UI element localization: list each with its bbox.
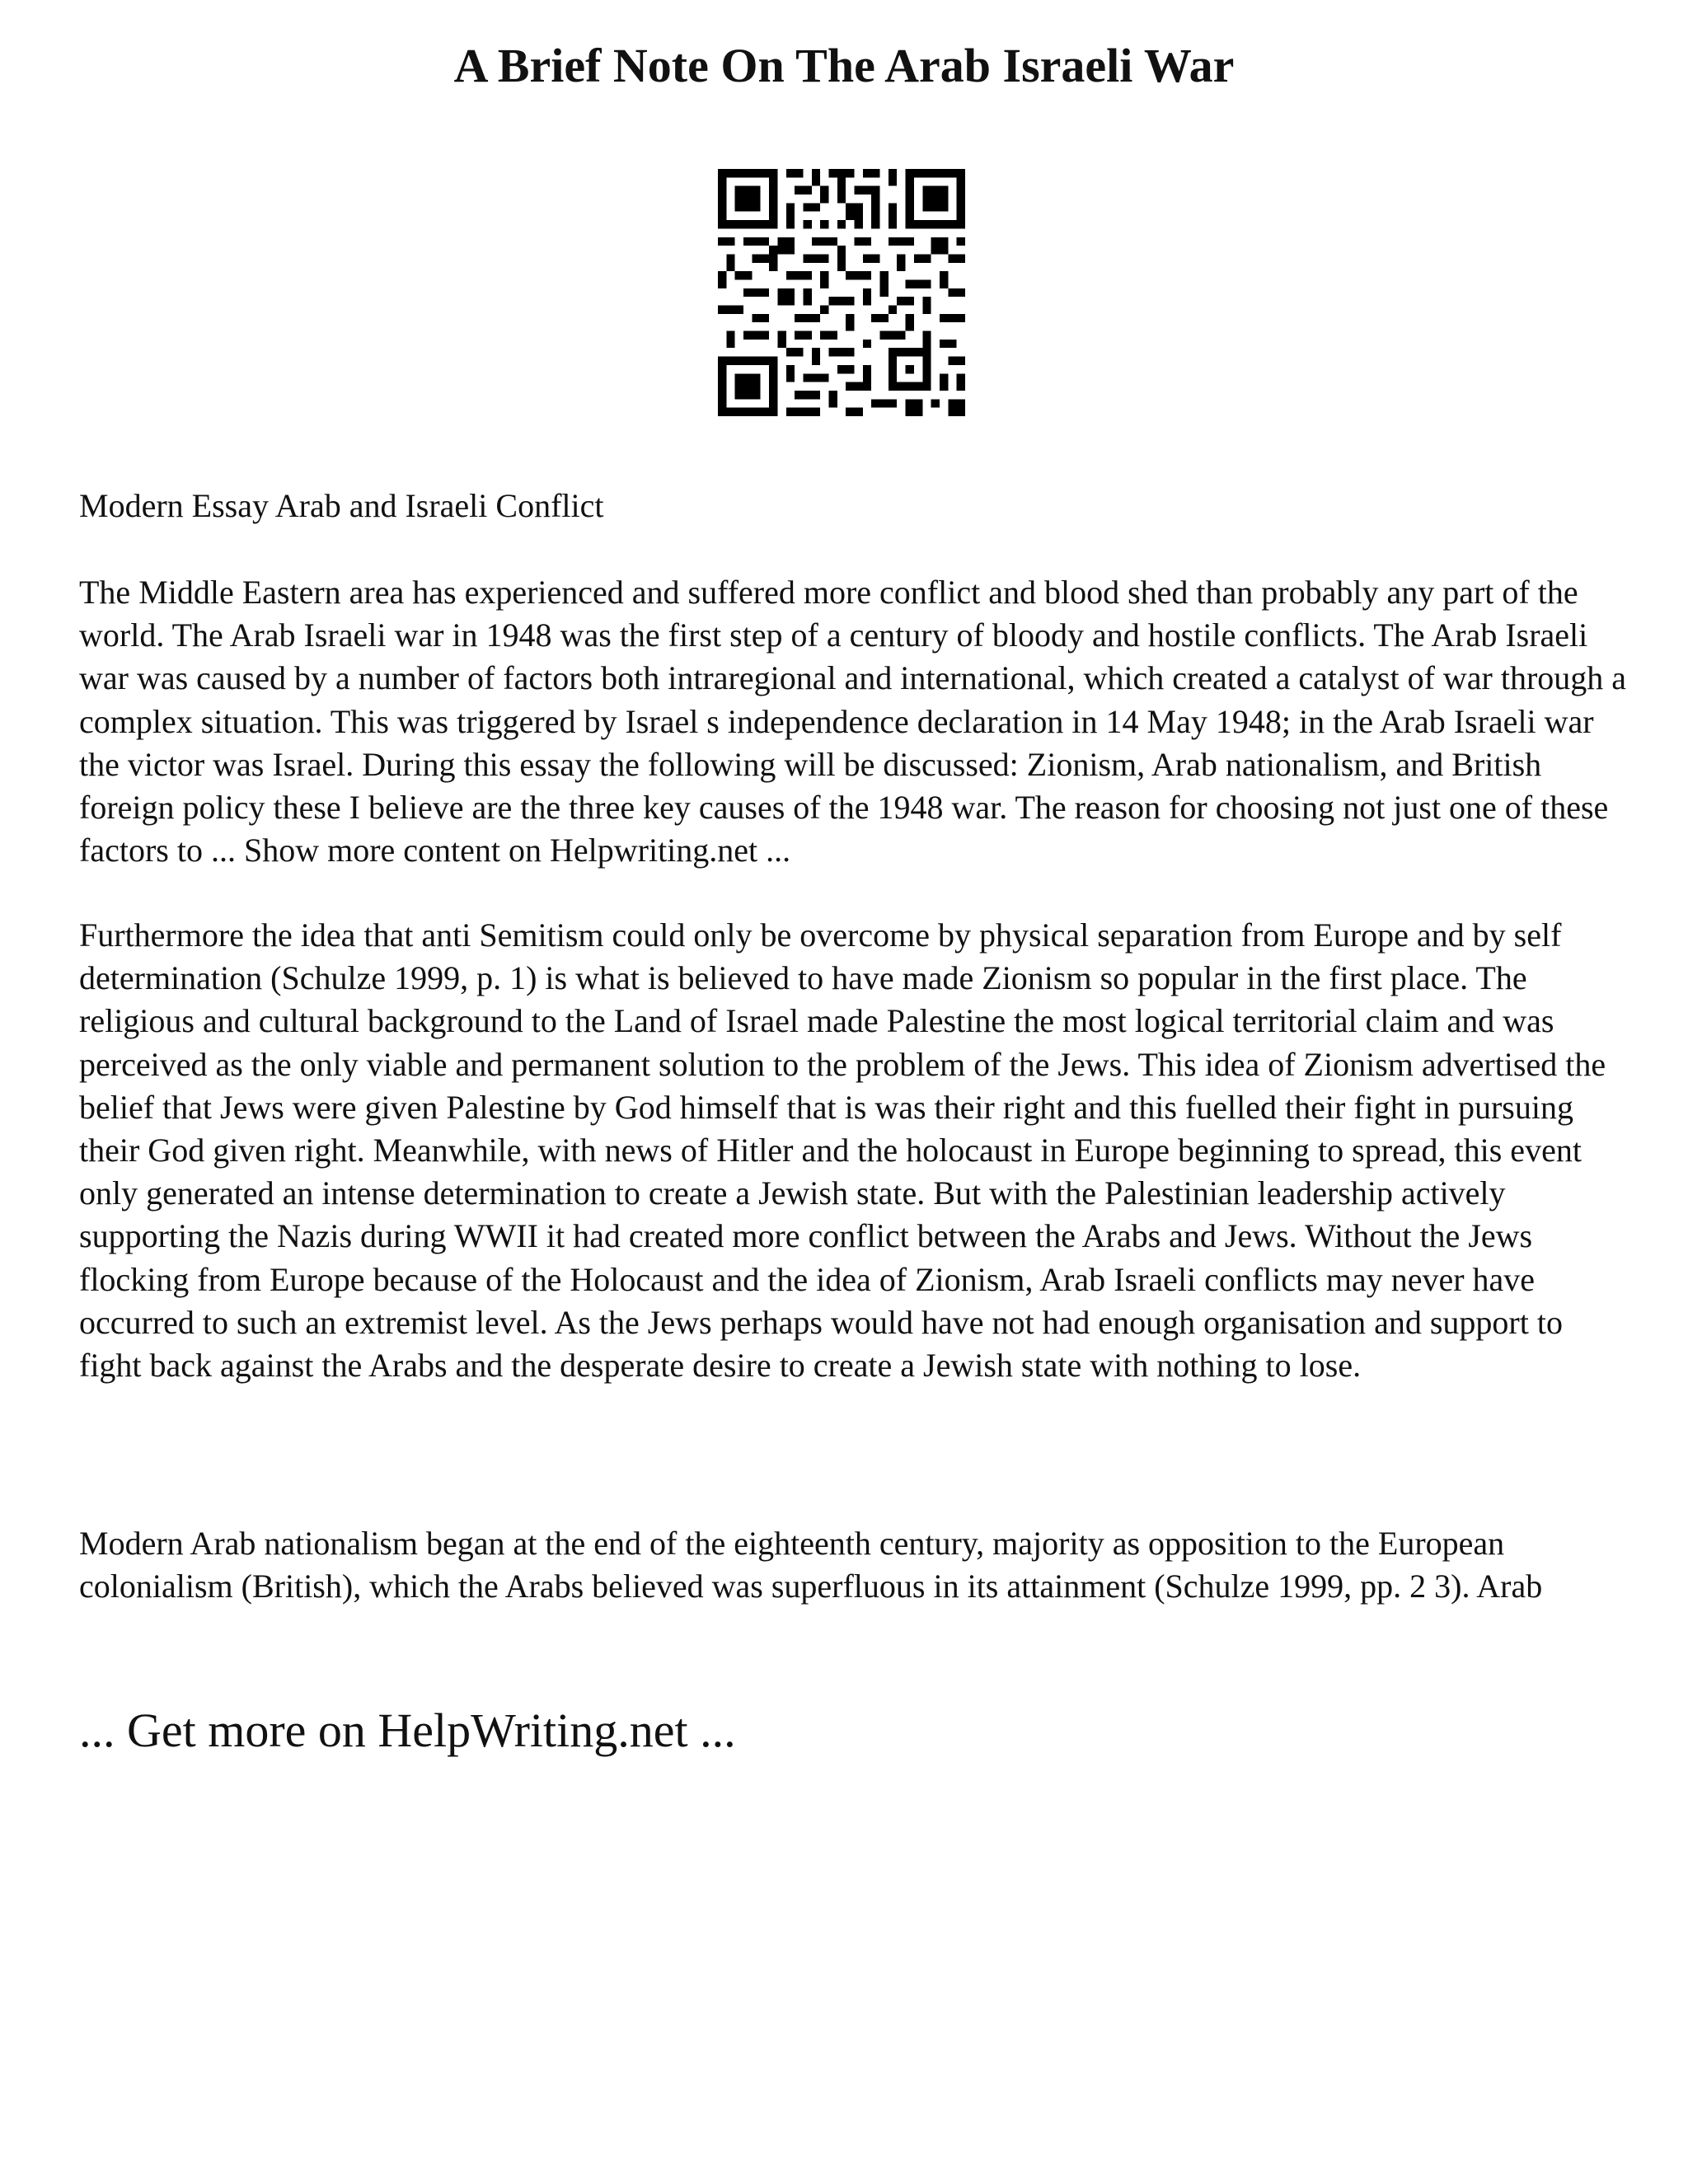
- document-title: A Brief Note On The Arab Israeli War: [453, 39, 1235, 92]
- essay-paragraph-3: Modern Arab nationalism began at the end of the eighteenth century, majority as opposition to the European colonialism (British), which the Arabs believed was superfluous in its attainment (Schulze 1999, pp. 2 3). Arab: [79, 1525, 1543, 1605]
- essay-paragraph-2: Furthermore the idea that anti Semitism could only be overcome by physical separation from Europe and by self determination (Schulze 1999, p. 1) is what is believed to have made Zionism so popular in the first place. The religious and cultural background to the Land of Israel made Palestine the most logical territorial claim and was perceived as the only viable and permanent solution to the problem of the Jews. This idea of Zionism advertised the belief that Jews were given Palestine by God himself that is was their right and this fuelled their fight in pursuing their God given right. Meanwhile, with news of Hitler and the holocaust in Europe beginning to spread, this event only generated an intense determination to create a Jewish state. But with the Palestinian leadership actively supporting the Nazis during WWII it had created more conflict between the Arabs and Jews. Without the Jews flocking from Europe because of the Holocaust and the idea of Zionism, Arab Israeli conflicts may never have occurred to such an extremist level. As the Jews perhaps would have not had enough organisation and support to fight back against the Arabs and the desperate desire to create a Jewish state with nothing to lose.: [79, 916, 1606, 1385]
- qr-code-icon: [718, 169, 965, 416]
- essay-subtitle: Modern Essay Arab and Israeli Conflict: [79, 487, 604, 524]
- get-more-link[interactable]: ... Get more on HelpWriting.net ...: [79, 1704, 736, 1757]
- essay-paragraph-1: The Middle Eastern area has experienced and suffered more conflict and blood shed than probably any part of the world. The Arab Israeli war in 1948 was the first step of a century of bloody and hostile conflicts. The Arab Israeli war was caused by a number of factors both intraregional and international, which created a catalyst of war through a complex situation. This was triggered by Israel s independence declaration in 14 May 1948; in the Arab Israeli war the victor was Israel. During this essay the following will be discussed: Zionism, Arab nationalism, and British foreign policy these I believe are the three key causes of the 1948 war. The reason for choosing not just one of these factors to ... Show more content on Helpwriting.net ...: [79, 574, 1627, 869]
